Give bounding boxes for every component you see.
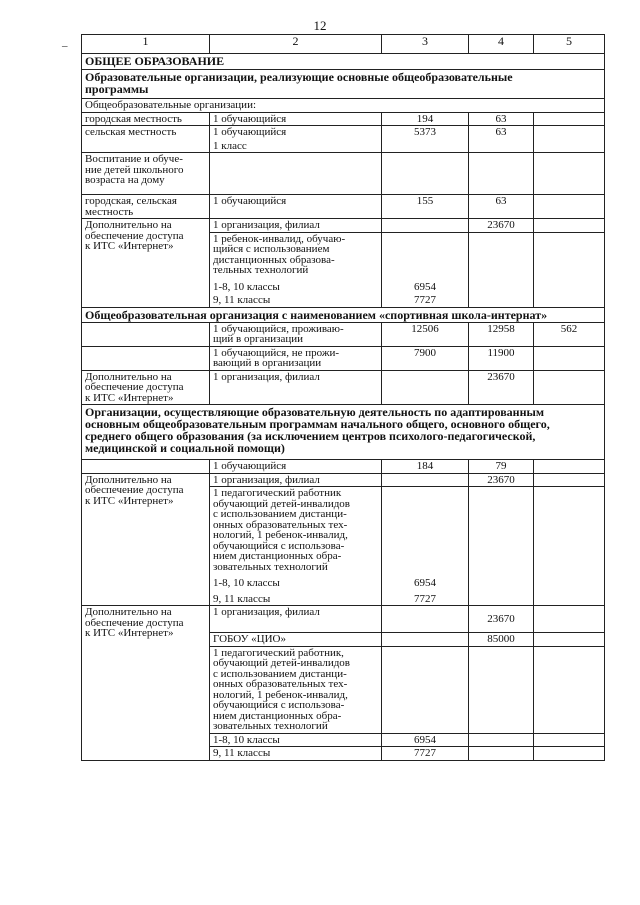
value-col4: 23670 — [469, 370, 534, 405]
row-unit: 1 организация, филиал — [210, 606, 382, 633]
table-row — [82, 460, 605, 474]
value-col4: 63 — [469, 195, 534, 219]
row-unit: 1 обучающийся — [210, 112, 382, 126]
row-unit: 1 педагогический работник обучающий детей-инвалидов с использованием дистанци- онных образовательных тех- нологий, 1 ребенок-инвалид, обучающийся с использова- нием дистанционных обра- зовательных технологий 1-8, 10 классы 9, 11 классы — [210, 487, 382, 606]
row-unit: 1 организация, филиал — [210, 473, 382, 487]
value-col4: 11900 — [469, 346, 534, 370]
group1-title: Образовательные организации, реализующие основные общеобразовательные программы — [82, 70, 605, 99]
group1-subtitle: Общеобразовательные организации: — [82, 99, 605, 113]
value-col5: 562 — [534, 322, 605, 346]
row-unit: 1-8, 10 классы — [210, 733, 382, 747]
value-col3: 5373 — [382, 126, 469, 153]
group3-title: Организации, осуществляющие образовательную деятельность по адаптированным основным общеобразовательным программам начального общего, основного общего, среднего общего образования (за исключением центров психолого-педагогической, медицинской и социальной помощи) — [82, 405, 605, 460]
table-row — [82, 153, 605, 195]
value-col3: 6954 7727 — [382, 232, 469, 307]
value-col3: 7900 — [382, 346, 469, 370]
row-unit: 1 обучающийся — [210, 460, 382, 474]
row-label: Дополнительно на обеспечение доступа к ИТС «Интернет» — [82, 219, 210, 308]
table-row — [82, 370, 605, 405]
row-label: Дополнительно на обеспечение доступа к ИТС «Интернет» — [82, 370, 210, 405]
value-col3: 194 — [382, 112, 469, 126]
page-number: 12 — [313, 18, 327, 33]
section-title: ОБЩЕЕ ОБРАЗОВАНИЕ — [82, 54, 605, 70]
value-col3: 6954 7727 — [382, 487, 469, 606]
margin-tick: – — [62, 40, 68, 52]
value-col3: 155 — [382, 195, 469, 219]
row-label: Дополнительно на обеспечение доступа к ИТС «Интернет» — [82, 606, 210, 761]
row-unit: 1 обучающийся, проживаю- щий в организации — [210, 322, 382, 346]
row-unit: 1 педагогический работник, обучающий детей-инвалидов с использованием дистанци- онных образовательных тех- нологий, 1 ребенок-инвалид, обучающийся с использова- нием дистанционных обра- зовательных технологий — [210, 646, 382, 733]
value-col4: 63 — [469, 126, 534, 153]
col-header-4: 4 — [469, 35, 534, 54]
row-unit: 9, 11 классы — [210, 747, 382, 761]
row-label: городская, сельская местность — [82, 195, 210, 219]
row-unit: 1 обучающийся, не прожи- вающий в организации — [210, 346, 382, 370]
value-col3: 6954 — [382, 733, 469, 747]
row-unit: 1 ребенок-инвалид, обучаю- щийся с использованием дистанционных образова- тельных технологий 1-8, 10 классы 9, 11 классы — [210, 232, 382, 307]
col-header-5: 5 — [534, 35, 605, 54]
table-row — [82, 219, 605, 233]
row-label: сельская местность — [82, 126, 210, 153]
table-row — [82, 473, 605, 487]
value-col4: 63 — [469, 112, 534, 126]
value-col5 — [534, 112, 605, 126]
table-row — [82, 346, 605, 370]
group2-title: Общеобразовательная организация с наименованием «спортивная школа-интернат» — [82, 307, 605, 322]
value-col4: 23670 — [469, 219, 534, 233]
value-col4: 85000 — [469, 633, 534, 647]
norms-table — [81, 34, 605, 761]
row-unit: ГОБОУ «ЦИО» — [210, 633, 382, 647]
table-row — [82, 606, 605, 633]
value-col3: 184 — [382, 460, 469, 474]
value-col3: 7727 — [382, 747, 469, 761]
table-row — [82, 195, 605, 219]
table-row — [82, 112, 605, 126]
value-col4: 23670 — [469, 473, 534, 487]
col-header-1: 1 — [82, 35, 210, 54]
row-unit: 1 организация, филиал — [210, 219, 382, 233]
value-col3: 12506 — [382, 322, 469, 346]
row-label: городская местность — [82, 112, 210, 126]
row-unit: 1 организация, филиал — [210, 370, 382, 405]
table-row — [82, 126, 605, 153]
col-header-3: 3 — [382, 35, 469, 54]
value-col4: 12958 — [469, 322, 534, 346]
value-col4: 23670 — [469, 606, 534, 633]
row-unit: 1 обучающийся — [210, 195, 382, 219]
row-label: Дополнительно на обеспечение доступа к ИТС «Интернет» — [82, 473, 210, 606]
col-header-2: 2 — [210, 35, 382, 54]
value-col4: 79 — [469, 460, 534, 474]
row-label: Воспитание и обуче- ние детей школьного возраста на дому — [82, 153, 210, 195]
table-row — [82, 322, 605, 346]
value-col5 — [534, 126, 605, 153]
row-unit: 1 обучающийся 1 класс — [210, 126, 382, 153]
column-number-row — [82, 35, 605, 54]
